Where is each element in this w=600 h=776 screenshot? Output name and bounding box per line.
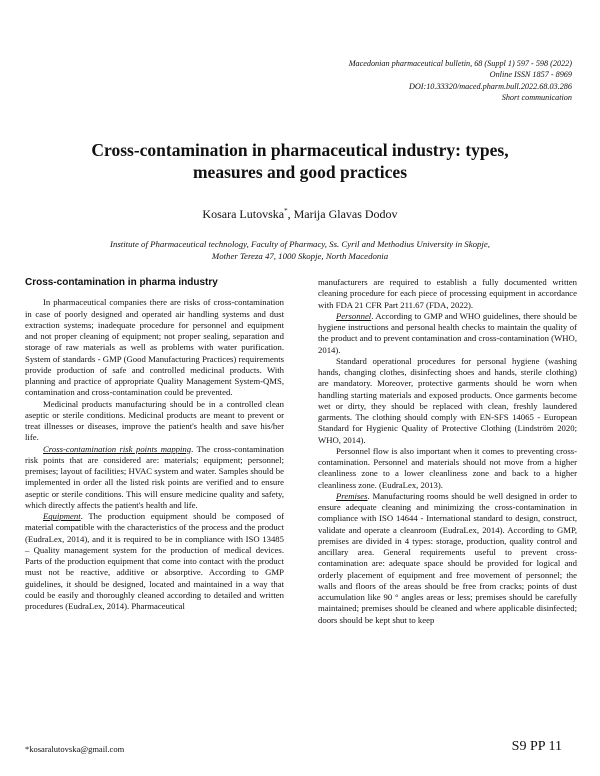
affiliation-line-1: Institute of Pharmaceutical technology, Faculty of Pharmacy, Ss. Cyril and Methodius University in Skopje, <box>110 239 490 249</box>
corresponding-email: *kosaralutovska@gmail.com <box>25 744 125 754</box>
section-heading: Cross-contamination in pharma industry <box>25 277 218 288</box>
paper-title <box>40 139 560 183</box>
paragraph <box>25 444 284 512</box>
author-1: Kosara Lutovska <box>202 207 285 221</box>
author-2: Marija Glavas Dodov <box>293 207 398 221</box>
paragraph-lead: Cross-contamination risk points mapping <box>43 443 192 454</box>
paragraph <box>318 311 577 356</box>
paragraph: Standard operational procedures for personal hygiene (washing hands, changing clothes, disinfecting shoes and hands, sterile clothing) are mandatory. Moreover, protective garments should be worn when handling starting materials and exposed products. Once garments become wet or dirty, they should be replaced with clean, freshly laundered garments. The clothing should comply with EN-SFS 14065 - European Standard for Hygienic Quality of Protective Clothing (Lindström 2020; WHO, 2014). <box>318 355 577 445</box>
paragraph: In pharmaceutical companies there are risks of cross-contamination in case of poorly designed and operated air handling systems and dust extraction systems; inadequate procedure for personnel and equipment and not proper cleaning of equipment; not proper sealing, separation and storage of raw materials as well as problems with water purification. System of standards - GMP (Good Manufacturing Practices) requirements provide production of safe and controlled medicinal products. With planning and practice of appropriate Quality Management System-QMS, contamination and cross-contamination could be prevented. <box>25 297 284 398</box>
paragraph-lead: Personnel <box>336 310 372 321</box>
journal-citation: Macedonian pharmaceutical bulletin, 68 (Suppl 1) 597 - 598 (2022) <box>348 59 572 68</box>
author-list <box>40 207 560 222</box>
journal-doi: DOI:10.33320/maced.pharm.bull.2022.68.03.286 <box>408 81 572 91</box>
journal-issn: Online ISSN 1857 - 8969 <box>489 70 572 80</box>
journal-header <box>349 58 572 104</box>
paragraph <box>318 491 577 626</box>
page-number: S9 PP 11 <box>511 739 562 754</box>
paragraph-lead: Equipment <box>43 511 81 521</box>
paragraph-body: . The production equipment should be composed of material compatible with the characteristics of the process and the product (EudraLex, 2014), and it is required to be in compliance with ISO 13485 – Quality management system for the production of medical devices. Parts of the production equipment that come into contact with the product must not be reactive, additive or absorptive. According to GMP guidelines, it should be designed, located and maintained in a way that could be easily and thoroughly cleaned according to detailed and written procedures (EudraLex, 2014). Pharmaceutical <box>25 511 284 611</box>
paragraph: manufacturers are required to establish a fully documented written cleaning procedure for each piece of processing equipment in accordance with FDA 21 CFR Part 211.67 (FDA, 2022). <box>318 277 577 310</box>
right-column <box>318 277 577 626</box>
affiliation-line-2: Mother Tereza 47, 1000 Skopje, North Macedonia <box>211 251 389 261</box>
paragraph: Medicinal products manufacturing should be in a controlled clean aseptic or sterile conditions. Medicinal products are meant to prevent or treat illnesses or diseases, improve the patient's health and save his/her life. <box>25 398 284 443</box>
title-line-1: Cross-contamination in pharmaceutical industry: types, <box>91 140 509 160</box>
paragraph <box>25 511 284 612</box>
article-type: Short communication <box>501 93 572 103</box>
paragraph-body: . Manufacturing rooms should be well designed in order to ensure adequate cleaning and minimizing the cross-contamination in compliance with ISO 14644 - International standard to design, construct, validate and operate a cleanroom (EudraLex, 2014). According to GMP, premises are divided in 4 types: storage, production, quality control and ancillary area. General requirements useful to prevent cross-contamination are: adequate space should be provided for logical and orderly placement of equipment and free movement of personnel; the walls and floors of the areas should be free from cracks; points of dust accumulation like 90 ° angles areas or less; premises should be carefully maintained; premises should be cleaned and where applicable disinfected; doors should be kept shut to keep <box>318 490 577 625</box>
paragraph-body: . The cross-contamination risk points that are considered are: materials; equipment; personnel; premises; layout of facilities; HVAC system and water. Samples should be implemented in order all the listed risk points are verified and to ensure aseptic or sterile conditions. This will ensure medicine quality and safety, which directly affects the patient's health and life. <box>25 443 285 510</box>
affiliation <box>70 238 530 262</box>
paragraph: Personnel flow is also important when it comes to preventing cross-contamination. Personnel and materials should not move from a higher cleanliness zone to a lower cleanliness zone and back to a higher cleanliness zone. (EudraLex, 2013). <box>318 445 577 490</box>
author-separator: , <box>287 207 294 221</box>
corresponding-mark: * <box>284 207 288 215</box>
title-line-2: measures and good practices <box>192 162 408 182</box>
left-column <box>25 277 284 612</box>
paragraph-body: . According to GMP and WHO guidelines, there should be hygiene instructions and personal health checks to maintain the quality of the product and to prevent contamination and cross-contamination (WHO, 2014). <box>318 310 577 355</box>
paragraph-lead: Premises <box>336 490 368 501</box>
